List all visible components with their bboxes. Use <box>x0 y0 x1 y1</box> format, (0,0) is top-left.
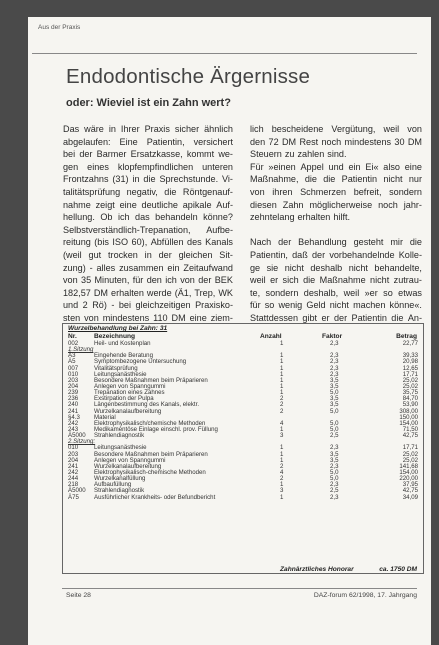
cell-fa: 2,3 <box>330 462 339 470</box>
cell-be: 154,00 <box>399 419 418 427</box>
cell-fa: 5,0 <box>330 407 339 415</box>
cell-nr: 239 <box>68 389 79 397</box>
cell-be: 37,95 <box>402 481 418 489</box>
text-line: 182,57 DM erhalten werde (Ä1, Trep, WK <box>63 287 233 298</box>
cell-an: 2 <box>280 401 284 409</box>
cell-bez: Anlegen von Spanngummi <box>94 456 166 464</box>
fee-table-title: Wurzelbehandlung bei Zahn: 31 <box>68 325 168 332</box>
cell-be: 42,75 <box>402 487 418 495</box>
cell-bez: Wurzelkanalaufbereitung <box>94 407 162 415</box>
cell-nr: 244 <box>68 475 79 483</box>
cell-bez: Wurzelkanalaufbereitung <box>94 462 162 470</box>
cell-nr: 240 <box>68 401 79 409</box>
cell-nr: 010 <box>68 370 79 378</box>
cell-fa: 3,5 <box>330 382 339 390</box>
cell-nr: 203 <box>68 450 79 458</box>
text-line: Nach der Behandlung gesteht mir die <box>250 237 422 248</box>
article-subtitle: oder: Wieviel ist ein Zahn wert? <box>66 97 231 109</box>
cell-fa: 2,5 <box>330 487 339 495</box>
cell-be: 141,68 <box>399 462 418 470</box>
cell-an: 1 <box>280 382 284 390</box>
text-line: den 72 DM Rest noch mindestens 30 DM <box>250 136 422 147</box>
cell-fa: 2,3 <box>330 358 339 366</box>
text-line: Steuern zu zahlen sind. <box>250 149 347 160</box>
cell-nr: Ä75 <box>68 493 79 501</box>
cell-be: 25,02 <box>402 382 418 390</box>
text-line: Patientin, daß der vorbehandelnde Kolle- <box>250 249 422 260</box>
cell-bez: Vitalitätsprüfung <box>94 364 138 372</box>
cell-be: 71,50 <box>402 425 418 433</box>
cell-nr: 242 <box>68 468 79 476</box>
cell-bez: Aufbaufüllung <box>94 481 132 489</box>
cell-nr: 204 <box>68 382 79 390</box>
cell-be: 154,00 <box>399 468 418 476</box>
cell-an: 1 <box>280 450 284 458</box>
cell-bez: Trepanation eines Zahnes <box>94 389 165 397</box>
article-column-left <box>63 123 233 325</box>
cell-nr: 203 <box>68 376 79 384</box>
cell-bez: Längenbestimmung des Kanals, elektr. <box>94 401 200 409</box>
cell-an: 1 <box>280 370 284 378</box>
cell-an: 3 <box>280 432 284 440</box>
cell-fa: 3,5 <box>330 395 339 403</box>
cell-be: 22,77 <box>402 340 418 347</box>
text-line: weil er sich die Maßnahme nicht zutrau- <box>250 275 422 286</box>
cell-be: 308,00 <box>399 407 418 415</box>
cell-be: 12,65 <box>402 364 418 372</box>
total-label: Zahnärztliches Honorar <box>280 566 354 573</box>
cell-be: 53,90 <box>402 401 418 409</box>
cell-fa: 3,5 <box>330 450 339 458</box>
cell-an: 1 <box>280 364 284 372</box>
article-title: Endodontische Ärgernisse <box>66 65 311 88</box>
column-header-anzahl: Anzahl <box>260 333 282 340</box>
cell-an: 1 <box>280 444 284 452</box>
cell-an: 1 <box>280 358 284 366</box>
text-line: reitung (bis ISO 60), Abfüllen des Kanals <box>63 237 233 248</box>
cell-bez: Ausführlicher Krankheits- oder Befundbericht <box>94 493 216 501</box>
cell-nr: 242 <box>68 419 79 427</box>
text-line: Frontzahns (31) in die Sprechstunde. Vi- <box>63 174 233 185</box>
cell-nr: 241 <box>68 462 79 470</box>
cell-fa: 3,5 <box>330 376 339 384</box>
cell-an: 1 <box>280 425 284 433</box>
text-line: talitätsprüfung negativ, die Röntgenauf- <box>63 186 233 197</box>
cell-an: 1 <box>280 376 284 384</box>
cell-bez: Heil- und Kostenplan <box>94 340 151 347</box>
text-line: zung) - alles zusammen ein Zeitaufwand <box>63 262 233 273</box>
cell-be: 34,09 <box>402 493 418 501</box>
cell-an: 2 <box>280 462 284 470</box>
cell-bez: Anlegen von Spanngummi <box>94 382 166 390</box>
cell-an: 2 <box>280 407 284 415</box>
cell-fa: 2,3 <box>330 364 339 372</box>
cell-bez: Leitungsanästhesie <box>94 370 147 378</box>
cell-fa: 3,5 <box>330 401 339 409</box>
paragraph-gap <box>250 224 422 237</box>
cell-be: 220,00 <box>399 475 418 483</box>
cell-an: 1 <box>280 493 284 501</box>
cell-an: 3 <box>280 487 284 495</box>
text-line: bei der Barmer Ersatzkasse, kommt we- <box>63 149 233 160</box>
cell-nr: 243 <box>68 425 79 433</box>
text-line: nahme zeigt eine deutliche apikale Auf- <box>63 199 233 210</box>
cell-an: 1 <box>280 481 284 489</box>
cell-fa: 2,5 <box>330 432 339 440</box>
cell-bez: Besondere Maßnahmen beim Präparieren <box>94 376 208 384</box>
text-line: Für »einen Appel und ein Ei« also eine <box>250 161 422 172</box>
cell-fa: 2,3 <box>330 444 339 452</box>
text-line: ge sie nicht deshalb nicht behandelte, <box>250 262 422 273</box>
cell-bez: Strahlendiagnostik <box>94 487 145 495</box>
text-line: hellung. Ob ich das behandeln könne? <box>63 212 233 223</box>
cell-bez: Elektrophysikalisch/chemische Methoden <box>94 419 206 427</box>
publication-info: DAZ-forum 62/1998, 17. Jahrgang <box>313 592 417 599</box>
text-line: abgelaufen: Eine Patientin, versichert <box>63 136 233 147</box>
cell-bez: Strahlendiagnostik <box>94 432 145 440</box>
cell-fa: 5,0 <box>330 475 339 483</box>
text-line: von ihren Schmerzen befreit, sondern <box>250 186 422 197</box>
text-line: Stattdessen gibt er der Patientin die An- <box>250 312 422 323</box>
cell-bez: Material <box>94 413 116 421</box>
cell-be: 84,70 <box>402 395 418 403</box>
cell-be: 20,98 <box>402 358 418 366</box>
text-line: lich bescheidene Vergütung, weil von <box>250 124 422 134</box>
cell-nr: 2.Sitzung: <box>68 438 96 446</box>
cell-bez: Exstirpation der Pulpa <box>94 395 154 403</box>
cell-fa: 5,0 <box>330 425 339 433</box>
cell-fa: 3,5 <box>330 456 339 464</box>
column-header-nr: Nr. <box>68 333 77 340</box>
cell-bez: Besondere Maßnahmen beim Präparieren <box>94 450 208 458</box>
cell-bez: Eingehende Beratung <box>94 352 153 360</box>
section-label: Aus der Praxis <box>38 24 81 31</box>
text-line: zehntelang erhalten hilft. <box>250 212 351 223</box>
cell-bez: Wurzelkanalfüllung <box>94 475 146 483</box>
cell-nr: §4.3 <box>68 413 80 421</box>
table-row <box>68 495 418 501</box>
cell-an: 2 <box>280 475 284 483</box>
text-line: gen eines klopfempfindlichen unteren <box>63 161 233 172</box>
column-header-bezeichnung: Bezeichnung <box>94 333 136 340</box>
cell-fa: 5,0 <box>330 468 339 476</box>
cell-fa: 2,3 <box>330 352 339 360</box>
cell-be: 17,71 <box>402 444 418 452</box>
cell-nr: 236 <box>68 395 79 403</box>
column-header-faktor: Faktor <box>322 333 343 340</box>
text-line: für so wenig Geld nicht machen könne«. <box>250 300 422 311</box>
cell-bez: Elektrophysikalisch-chemische Methoden <box>94 468 206 476</box>
cell-fa: 2,3 <box>330 481 339 489</box>
article-column-right <box>250 123 422 325</box>
cell-fa: 2,3 <box>330 340 339 347</box>
cell-be: 35,75 <box>402 389 418 397</box>
cell-nr: 1.Sitzung <box>68 346 94 354</box>
cell-be: 25,02 <box>402 456 418 464</box>
header-divider <box>32 53 417 54</box>
cell-fa: 2,3 <box>330 493 339 501</box>
text-line: Selbstverständlich-Trepanation, Aufbe- <box>63 224 233 235</box>
page-number: Seite 28 <box>66 592 91 599</box>
text-line: von 35 Minuten, für den ich von der BEK <box>63 275 233 286</box>
cell-be: 150,00 <box>399 413 418 421</box>
cell-nr: 218 <box>68 481 79 489</box>
cell-an: 4 <box>280 419 284 427</box>
cell-be: 25,02 <box>402 376 418 384</box>
text-line: Maßnahme, die die Patientin nicht nur <box>250 174 422 185</box>
total-value: ca. 1750 DM <box>379 566 417 573</box>
cell-nr: Ä5 <box>68 358 76 366</box>
cell-bez: Medikamentöse Einlage einschl. prov. Füllung <box>94 425 218 433</box>
cell-an: 1 <box>280 389 284 397</box>
cell-be: 42,75 <box>402 432 418 440</box>
cell-bez: Leitungsanästhesie <box>94 444 147 452</box>
cell-an: 1 <box>280 352 284 360</box>
cell-nr: Ä3 <box>68 352 76 360</box>
text-line: diesen Zahn möglicherweise noch jahr- <box>250 199 422 210</box>
cell-fa: 5,0 <box>330 419 339 427</box>
cell-an: 4 <box>280 468 284 476</box>
text-line: (weil gut trocken in der gleichen Sit- <box>63 249 233 260</box>
cell-nr: 002 <box>68 340 79 347</box>
cell-nr: 204 <box>68 456 79 464</box>
column-header-betrag: Betrag <box>396 333 417 340</box>
cell-nr: 010 <box>68 444 79 452</box>
cell-be: 25,02 <box>402 450 418 458</box>
cell-be: 39,33 <box>402 352 418 360</box>
footer-divider <box>62 588 417 589</box>
text-line: te, sondern deshalb, weil »er so etwas <box>250 287 422 298</box>
cell-bez: Symptombezogene Untersuchung <box>94 358 187 366</box>
text-line: Das wäre in Ihrer Praxis sicher ähnlich <box>63 124 233 134</box>
cell-nr: 241 <box>68 407 79 415</box>
fee-table-rows <box>68 341 418 501</box>
cell-fa: 2,3 <box>330 370 339 378</box>
cell-fa: 5,0 <box>330 389 339 397</box>
cell-be: 17,71 <box>402 370 418 378</box>
cell-an: 2 <box>280 395 284 403</box>
cell-nr: Ä5000 <box>68 487 86 495</box>
cell-nr: Ä5000 <box>68 432 86 440</box>
text-line: sten von mindestens 110 DM eine ziem- <box>63 312 233 323</box>
text-line: und 2 Rö) - bei gleichzeitigen Praxisko- <box>63 300 233 311</box>
cell-an: 1 <box>280 340 284 347</box>
cell-nr: 007 <box>68 364 79 372</box>
cell-an: 1 <box>280 456 284 464</box>
